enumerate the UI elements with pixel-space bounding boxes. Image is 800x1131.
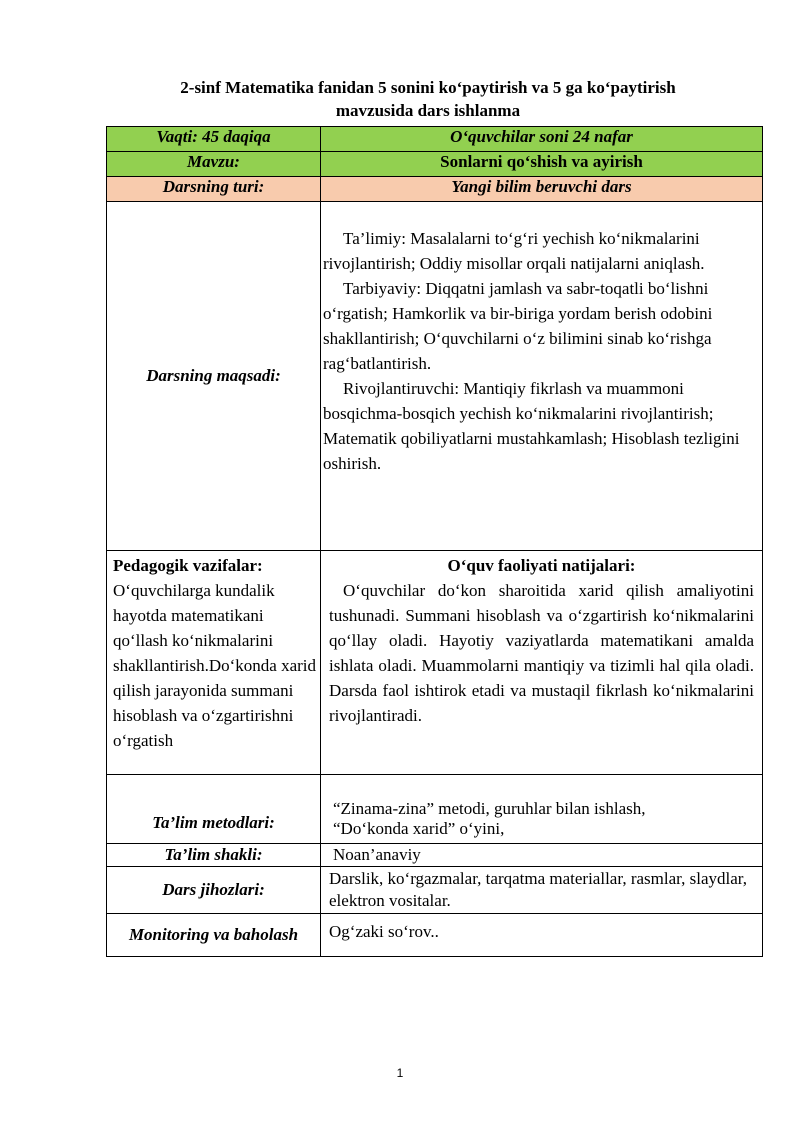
methods-row <box>107 775 763 844</box>
goal-educational: Ta’limiy: Masalalarni to‘g‘ri yechish ko‘nikmalarini rivojlantirish; Oddiy misollar orqali natijalarni aniqlash. <box>323 229 705 273</box>
page-number: 1 <box>396 1066 404 1080</box>
goal-upbringing: Tarbiyaviy: Diqqatni jamlash va sabr-toqatli bo‘lishni o‘rgatish; Hamkorlik va bir-biriga yordam berish odobini shakllantirish; O‘quvchilarni o‘z bilimini sinab ko‘rishga rag‘batlantirish. <box>323 279 713 373</box>
pedagogical-tasks-label: Pedagogik vazifalar: <box>113 556 263 575</box>
form-row <box>107 844 763 867</box>
goal-text <box>321 202 763 551</box>
goal-label: Darsning maqsadi: <box>107 202 321 551</box>
document-title <box>100 76 756 122</box>
pedagogical-tasks-text: O‘quvchilarga kundalik hayotda matematikani qo‘llash ko‘nikmalarini shakllantirish.Do‘konda xarid qilish jarayonida summani hisoblash va o‘zgartirishni o‘rgatish <box>113 581 317 750</box>
goal-row <box>107 202 763 551</box>
methods-value <box>321 775 763 844</box>
lesson-type-row <box>107 177 763 202</box>
lesson-plan-table <box>106 126 763 957</box>
monitoring-row <box>107 914 763 957</box>
topic-value: Sonlarni qo‘shish va ayirish <box>321 152 763 177</box>
equipment-label: Dars jihozlari: <box>107 867 321 914</box>
form-value: Noan’anaviy <box>321 844 763 867</box>
form-label: Ta’lim shakli: <box>107 844 321 867</box>
topic-row <box>107 152 763 177</box>
students-count-cell: O‘quvchilar soni 24 nafar <box>321 127 763 152</box>
methods-label: Ta’lim metodlari: <box>107 775 321 844</box>
monitoring-value: Og‘zaki so‘rov.. <box>321 914 763 957</box>
lesson-type-value: Yangi bilim beruvchi dars <box>321 177 763 202</box>
learning-outcomes-text: O‘quvchilar do‘kon sharoitida xarid qilish amaliyotini tushunadi. Summani hisoblash va o‘zgartirish ko‘nikmalarini qo‘llay oladi. Hayotiy vaziyatlarda matematikani amalda ishlata oladi. Muammolarni mantiqiy va tizimli hal qila oladi. Darsda faol ishtirok etadi va mustaqil fikrlash ko‘nikmalarini rivojlantiradi. <box>329 581 754 725</box>
learning-outcomes-cell <box>321 551 763 775</box>
equipment-row <box>107 867 763 914</box>
lesson-type-label: Darsning turi: <box>107 177 321 202</box>
methods-line-2: “Do‘konda xarid” o‘yini, <box>333 819 505 838</box>
title-line-1: 2-sinf Matematika fanidan 5 sonini ko‘paytirish va 5 ga ko‘paytirish <box>180 78 676 97</box>
pedagogical-tasks-cell <box>107 551 321 775</box>
time-cell: Vaqti: 45 daqiqa <box>107 127 321 152</box>
goal-developmental: Rivojlantiruvchi: Mantiqiy fikrlash va muammoni bosqichma-bosqich yechish ko‘nikmalarini rivojlantirish; Matematik qobiliyatlarni mustahkamlash; Hisoblash tezligini oshirish. <box>323 379 740 473</box>
equipment-value: Darslik, ko‘rgazmalar, tarqatma materiallar, rasmlar, slaydlar, elektron vositalar. <box>321 867 763 914</box>
topic-label: Mavzu: <box>107 152 321 177</box>
learning-outcomes-label: O‘quv faoliyati natijalari: <box>447 556 636 575</box>
pedagogy-row <box>107 551 763 775</box>
monitoring-label: Monitoring va baholash <box>107 914 321 957</box>
title-line-2: mavzusida dars ishlanma <box>335 101 521 120</box>
methods-line-1: “Zinama-zina” metodi, guruhlar bilan ishlash, <box>333 799 646 818</box>
time-row <box>107 127 763 152</box>
